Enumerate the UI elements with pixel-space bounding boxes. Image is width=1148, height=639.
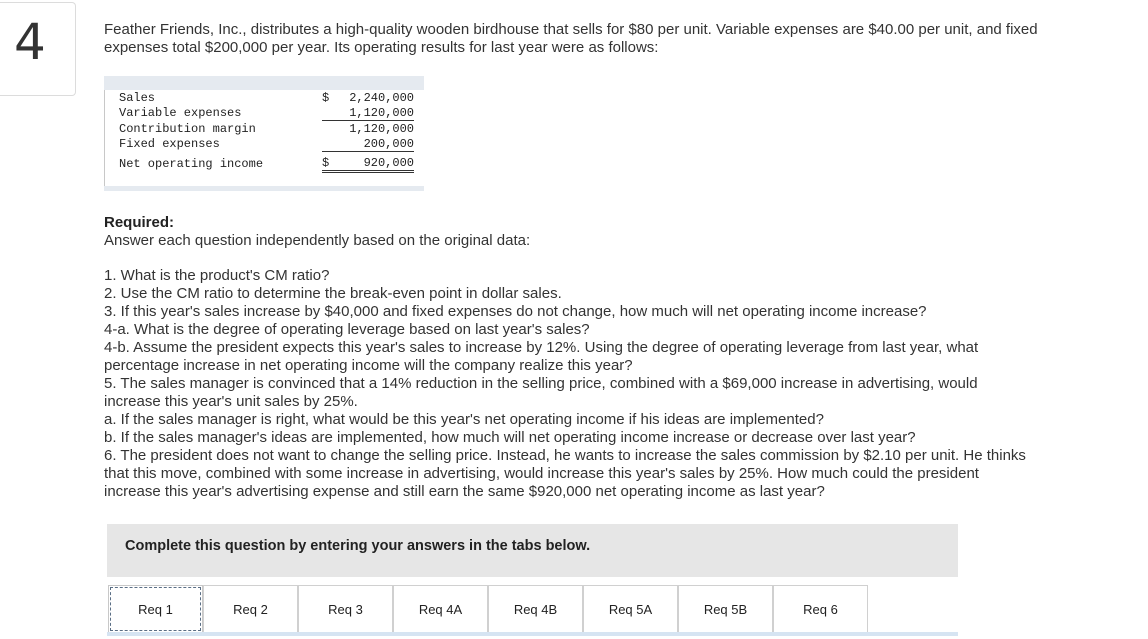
row-value: 200,000 (322, 137, 414, 152)
question-number: 4 (14, 13, 46, 71)
row-label: Variable expenses (119, 106, 242, 121)
instructions-text: Complete this question by entering your answers in the tabs below. (125, 538, 591, 554)
table-top-bar (104, 76, 424, 90)
table-row (104, 106, 424, 122)
question-item: 6. The president does not want to change the selling price. Instead, he wants to increase the sales commission by $2.10 per unit. He thinks that this move, combined with some increase in advertising, would increase this year's sales by 25%. How much could the president increase this year's advertising expense and still earn the same $920,000 net operating income as last year? (104, 447, 1026, 500)
question-item: 4-b. Assume the president expects this year's sales to increase by 12%. Using the degree of operating leverage from last year, what percentage increase in net operating income will the company realize this year? (104, 339, 979, 374)
question-item: 2. Use the CM ratio to determine the break-even point in dollar sales. (104, 285, 562, 302)
question-number-box (0, 2, 76, 96)
tab-req-3[interactable]: Req 3 (298, 585, 393, 633)
tab-req-5a[interactable]: Req 5A (583, 585, 678, 633)
required-heading: Required: (104, 214, 175, 231)
currency-symbol: $ (322, 90, 330, 105)
question-item: b. If the sales manager's ideas are implemented, how much will net operating income increase or decrease over last year? (104, 429, 916, 446)
tabs-underline (107, 632, 958, 636)
row-label: Sales (119, 90, 156, 105)
tab-req-2[interactable]: Req 2 (203, 585, 298, 633)
question-item: 1. What is the product's CM ratio? (104, 267, 330, 284)
question-item: 4-a. What is the degree of operating leverage based on last year's sales? (104, 321, 590, 338)
row-label: Fixed expenses (119, 137, 220, 152)
table-row (104, 152, 424, 176)
question-item: a. If the sales manager is right, what would be this year's net operating income if his ideas are implemented? (104, 411, 824, 428)
row-value: 1,120,000 (322, 106, 414, 121)
instructions-banner (107, 524, 958, 577)
row-value: 2,240,000 (349, 90, 414, 105)
table-bottom-bar (104, 186, 424, 191)
question-intro: Feather Friends, Inc., distributes a high-quality wooden birdhouse that sells for $80 per unit. Variable expenses are $40.00 per unit, and fixed expenses total $200,000 per year. Its operating results for last year were as follows: (104, 21, 1038, 56)
row-value: 920,000 (363, 155, 414, 170)
tab-req-1[interactable]: Req 1 (108, 585, 203, 633)
income-statement (104, 76, 424, 190)
table-row (104, 90, 424, 106)
row-label: Contribution margin (119, 121, 256, 136)
currency-symbol: $ (322, 155, 330, 170)
question-item: 3. If this year's sales increase by $40,000 and fixed expenses do not change, how much will net operating income increase? (104, 303, 927, 320)
table-row (104, 137, 424, 153)
required-subtitle: Answer each question independently based on the original data: (104, 232, 531, 249)
table-row (104, 121, 424, 137)
question-list (104, 267, 1034, 501)
tab-req-4b[interactable]: Req 4B (488, 585, 583, 633)
row-value: 1,120,000 (349, 121, 414, 136)
question-item: 5. The sales manager is convinced that a 14% reduction in the selling price, combined with a $69,000 increase in advertising, would increase this year's unit sales by 25%. (104, 375, 978, 410)
row-label: Net operating income (119, 157, 264, 171)
answer-tabs (108, 585, 868, 633)
tab-req-5b[interactable]: Req 5B (678, 585, 773, 633)
income-statement-table (104, 90, 424, 176)
tab-req-6[interactable]: Req 6 (773, 585, 868, 633)
tab-req-4a[interactable]: Req 4A (393, 585, 488, 633)
